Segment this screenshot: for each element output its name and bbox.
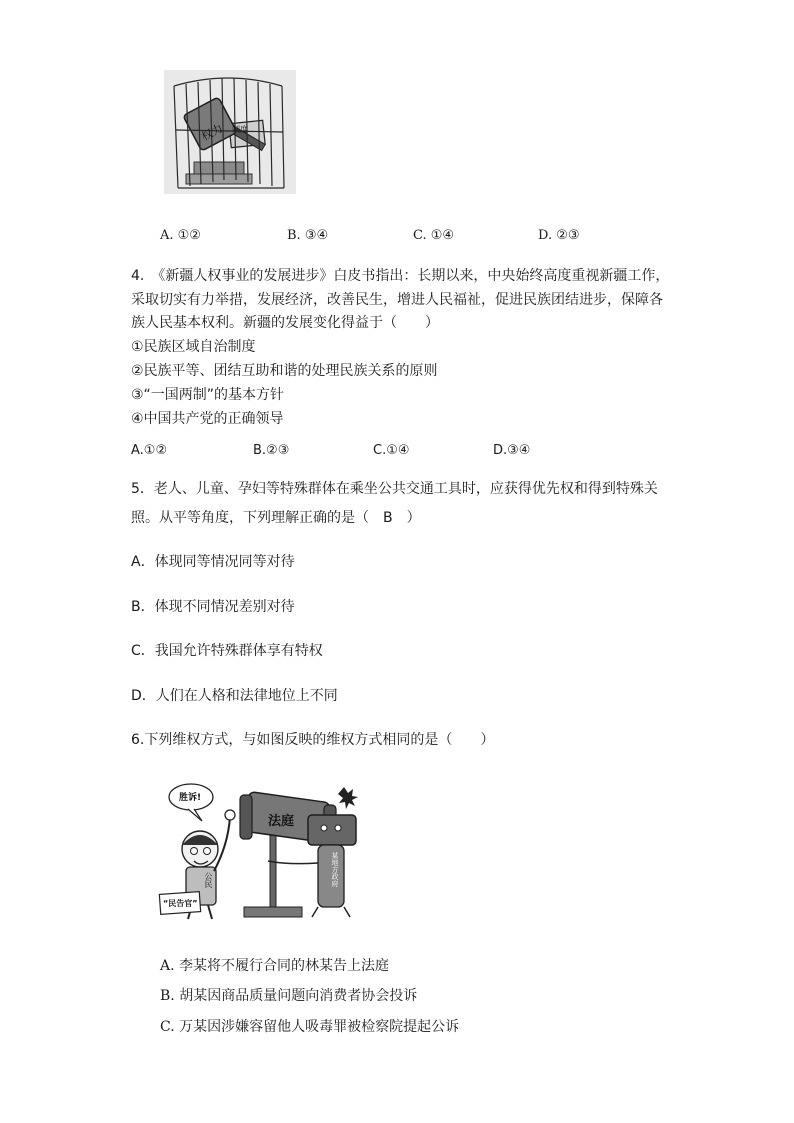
q3-option-a[interactable]: A. ①② [160,228,201,243]
caged-gavel-illustration [164,70,296,194]
q6-option-c[interactable]: C. 万某因涉嫌容留他人吸毒罪被检察院提起公诉 [160,1019,460,1035]
q4-item-2: ②民族平等、团结互助和谐的处理民族关系的原则 [131,363,438,379]
q5-option-c[interactable]: C．我国允许特殊群体享有特权 [131,643,323,659]
q4-item-4: ④中国共产党的正确领导 [131,411,284,427]
q5-option-d[interactable]: D．人们在人格和法律地位上不同 [131,688,338,704]
q6-option-b[interactable]: B. 胡某因商品质量问题向消费者协会投诉 [160,988,418,1004]
q3-option-d[interactable]: D. ②③ [538,228,580,243]
q4-option-d[interactable]: D.③④ [493,443,531,458]
cartoon-bubble-text: 胜诉! [179,793,202,803]
q4-item-3: ③“一国两制”的基本方针 [131,387,285,403]
q3-option-b[interactable]: B. ③④ [287,228,329,243]
cartoon-complaint-label: “民告官” [163,899,198,908]
q5-stem-line-2: 照。从平等角度，下列理解正确的是（ B ） [131,510,421,526]
q6-option-a[interactable]: A. 李某将不履行合同的林某告上法庭 [160,958,390,974]
q5-option-b[interactable]: B．体现不同情况差别对待 [131,599,295,615]
q4-stem-line-1: 4. 《新疆人权事业的发展进步》白皮书指出：长期以来，中央始终高度重视新疆工作， [131,268,670,284]
q4-option-b[interactable]: B.②③ [253,443,290,458]
cartoon-court-label: 法庭 [268,814,295,829]
cartoon-citizen-label: 公民 [204,872,213,888]
q4-stem-line-2: 采取切实有力举措，发展经济，改善民生，增进人民福祉，促进民族团结进步，保障各 [131,292,663,308]
q4-option-c[interactable]: C.①④ [373,443,410,458]
gavel-label: 权力 [199,121,225,144]
book-label: 制度 [232,125,248,134]
q6-stem: 6.下列维权方式，与如图反映的维权方式相同的是（ ） [131,732,495,748]
cartoon-official-label: 某地方政府 [331,852,339,887]
q5-stem-line-1: 5．老人、儿童、孕妇等特殊群体在乘坐公共交通工具时，应获得优先权和得到特殊关 [131,481,658,497]
q4-option-a[interactable]: A.①② [131,443,168,458]
q5-option-a[interactable]: A．体现同等情况同等对待 [131,554,295,570]
q4-item-1: ①民族区域自治制度 [131,339,256,355]
q3-option-c[interactable]: C. ①④ [413,228,455,243]
q4-stem-line-3: 族人民基本权利。新疆的发展变化得益于（ ） [131,315,439,331]
